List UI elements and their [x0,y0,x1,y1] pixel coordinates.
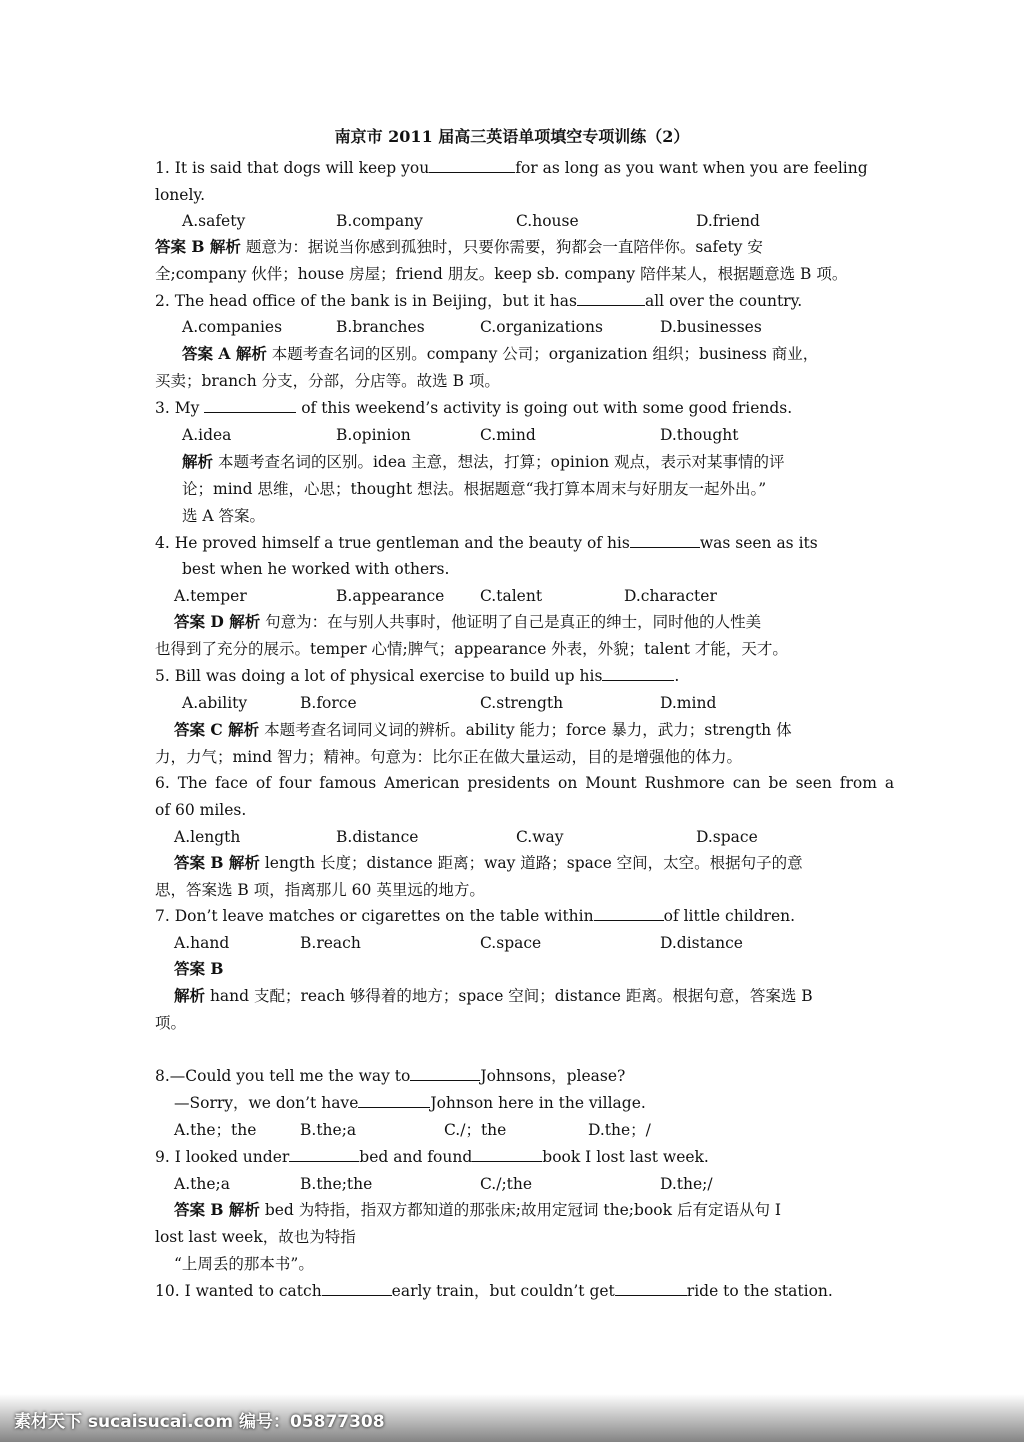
q1-answer-line2: 全;company 伙伴；house 房屋；friend 朋友。keep sb. company 陪伴某人，根据题意选 B 项。 [155,265,848,283]
q2-option-a: A.companies [182,318,283,336]
q6-answer-line1: 答案 B 解析 length 长度；distance 距离；way 道路；space 空间，太空。根据句子的意 [174,853,803,872]
q2-answer-line1: 答案 A 解析 本题考查名词的区别。company 公司；organization 组织；business 商业， [182,344,819,363]
blank [594,905,664,921]
q4-option-c: C.talent [480,587,543,605]
question-3: 3. My of this weekend’s activity is going out with some good friends. [155,399,793,417]
q9-option-a: A.the;a [174,1175,230,1193]
q7-option-a: A.hand [174,934,230,952]
q8-option-a: A.the；the [174,1121,257,1139]
q5-answer-line2: 力，力气；mind 智力；精神。句意为：比尔正在做大量运动，目的是增强他的体力。 [155,748,742,766]
question-4: 4. He proved himself a true gentleman and the beauty of his was seen as its [155,534,818,552]
question-5: 5. Bill was doing a lot of physical exercise to build up his . [155,667,680,685]
blank [630,532,700,548]
question-7: 7. Don’t leave matches or cigarettes on the table within of little children. [155,907,796,925]
blank [322,1280,392,1296]
q5-answer-line1: 答案 C 解析 本题考查名词同义词的辨析。ability 能力；force 暴力，武力；strength 体 [174,720,792,739]
blank [204,397,296,413]
q4-answer-line1: 答案 D 解析 句意为：在与别人共事时，他证明了自己是真正的绅士，同时他的人性美 [174,612,762,631]
q5-option-a: A.ability [182,694,248,712]
question-9: 9. I looked under bed and found book I lost last week. [155,1148,709,1166]
q8-option-d: D.the；/ [588,1121,651,1139]
q7-answer-line1: 解析 hand 支配；reach 够得着的地方；space 空间；distance 距离。根据句意，答案选 B [174,986,813,1005]
q4-answer-line2: 也得到了充分的展示。temper 心情;脾气；appearance 外表，外貌；talent 才能，天才。 [155,640,788,658]
blank [577,290,645,306]
q9-option-d: D.the;/ [660,1175,713,1193]
q6-option-a: A.length [174,828,241,846]
blank [429,157,515,173]
blank [615,1280,687,1296]
q2-option-b: B.branches [336,318,425,336]
question-4-cont: best when he worked with others. [182,560,450,578]
q4-option-d: D.character [624,587,717,605]
question-8: 8.—Could you tell me the way to Johnsons，please? [155,1067,626,1085]
question-10: 10. I wanted to catch early train，but couldn’t get ride to the station. [155,1282,833,1300]
q1-option-b: B.company [336,212,423,230]
watermark-band [0,1394,1024,1442]
q2-answer-line2: 买卖；branch 分支，分部，分店等。故选 B 项。 [155,372,500,390]
q9-answer-line1: 答案 B 解析 bed 为特指，指双方都知道的那张床;故用定冠词 the;book 后有定语从句 I [174,1200,781,1219]
q3-answer-line1: 解析 本题考查名词的区别。idea 主意，想法，打算；opinion 观点，表示对某事情的评 [182,452,785,471]
q8-option-c: C./；the [444,1121,507,1139]
q1-option-a: A.safety [182,212,246,230]
q4-option-a: A.temper [174,587,247,605]
question-6: 6. The face of four famous American presidents on Mount Rushmore can be seen from a [155,774,895,792]
q3-answer-line3: 选 A 答案。 [182,507,266,525]
q9-answer-line2: lost last week，故也为特指 [155,1228,356,1246]
q5-option-d: D.mind [660,694,717,712]
q7-answer-label: 答案 B [174,959,224,978]
q2-option-d: D.businesses [660,318,762,336]
question-6-cont: of 60 miles. [155,801,247,819]
blank [410,1065,480,1081]
q6-option-d: D.space [696,828,758,846]
blank [602,665,674,681]
q2-option-c: C.organizations [480,318,603,336]
blank [358,1092,430,1108]
q9-answer-line3: “上周丢的那本书”。 [174,1255,314,1273]
q3-option-b: B.opinion [336,426,411,444]
q3-option-c: C.mind [480,426,536,444]
q1-option-c: C.house [516,212,579,230]
q7-option-d: D.distance [660,934,743,952]
question-2: 2. The head office of the bank is in Beijing，but it has all over the country. [155,292,803,310]
q1-option-d: D.friend [696,212,760,230]
q6-option-c: C.way [516,828,564,846]
question-1: 1. It is said that dogs will keep you for as long as you want when you are feeling [155,159,868,177]
q6-option-b: B.distance [336,828,419,846]
q5-option-c: C.strength [480,694,564,712]
q9-option-b: B.the;the [300,1175,373,1193]
q5-option-b: B.force [300,694,357,712]
q7-answer-line2: 项。 [155,1014,187,1032]
q4-option-b: B.appearance [336,587,445,605]
q3-answer-line2: 论；mind 思维，心思；thought 想法。根据题意“我打算本周末与好朋友一起外出。” [182,480,767,498]
q9-option-c: C./;the [480,1175,533,1193]
q7-option-c: C.space [480,934,542,952]
q7-option-b: B.reach [300,934,361,952]
q3-option-a: A.idea [182,426,232,444]
watermark-text: 素材天下 sucaisucai.com 编号：05877308 [14,1412,385,1432]
q8-option-b: B.the;a [300,1121,357,1139]
question-8-reply: —Sorry，we don’t have Johnson here in the village. [174,1094,646,1112]
question-1-cont: lonely. [155,186,206,204]
blank [472,1146,542,1162]
blank [289,1146,359,1162]
q6-answer-line2: 思，答案选 B 项，指离那儿 60 英里远的地方。 [155,881,485,899]
q1-answer-line1: 答案 B 解析 题意为：据说当你感到孤独时，只要你需要，狗都会一直陪伴你。safety 安 [155,237,763,256]
q3-option-d: D.thought [660,426,739,444]
page-title: 南京市 2011 届高三英语单项填空专项训练（2） [334,127,690,146]
